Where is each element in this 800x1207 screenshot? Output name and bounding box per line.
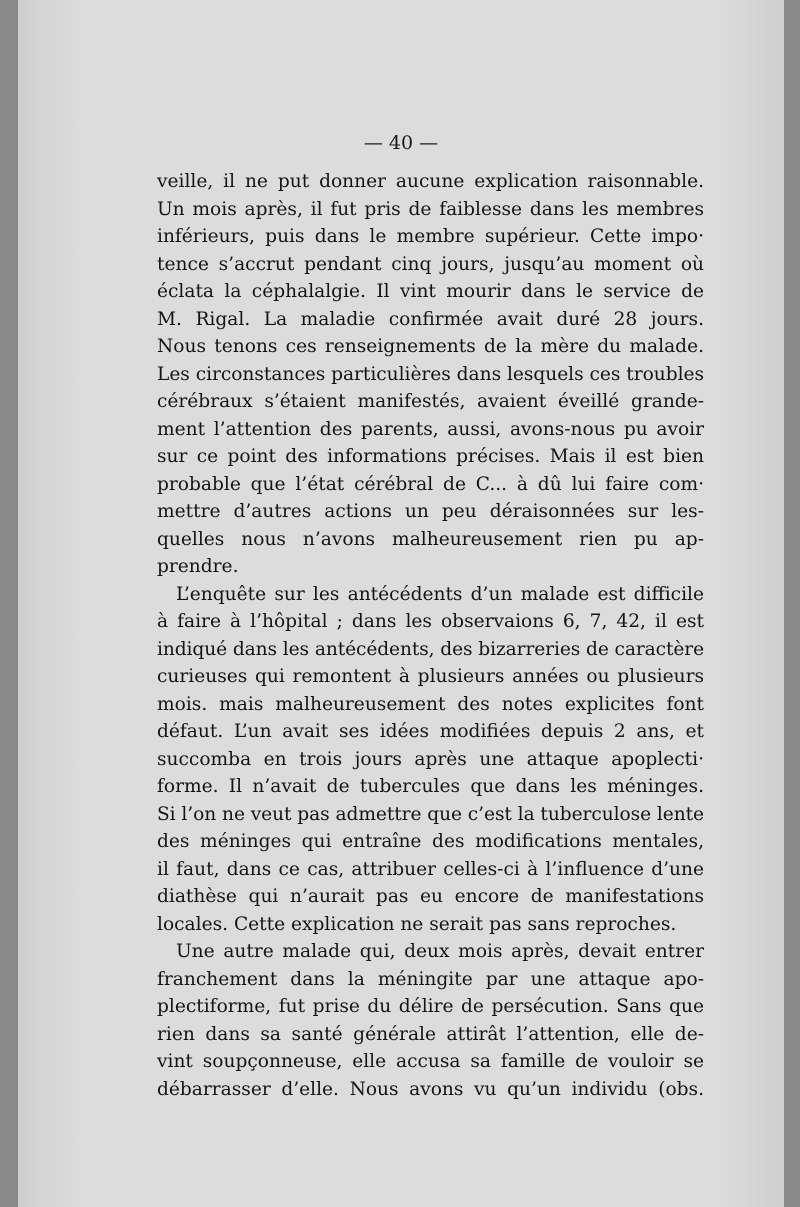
text-line: prendre. (157, 556, 239, 577)
text-line: plectiforme, fut prise du délire de persécution. Sans que (157, 996, 704, 1017)
text-line: probable que l’état cérébral de C... à dû lui faire com· (157, 473, 704, 495)
text-line: Un mois après, il fut pris de faiblesse dans les membres (157, 198, 704, 220)
book-page (18, 0, 784, 1207)
text-line: curieuses qui remontent à plusieurs années ou plusieurs (157, 666, 704, 687)
text-line: mois. mais malheureusement des notes explicites font (157, 693, 704, 715)
text-line: forme. Il n’avait de tubercules que dans les méninges. (157, 776, 704, 797)
text-line: il faut, dans ce cas, attribuer celles-ci à l’influence d’une (157, 858, 704, 880)
text-line: indiqué dans les antécédents, des bizarreries de caractère (157, 638, 704, 660)
text-line: tence s’accrut pendant cinq jours, jusqu’au moment où (157, 253, 704, 275)
text-line: diathèse qui n’aurait pas eu encore de manifestations (157, 886, 704, 907)
text-line: défaut. L’un avait ses idées modifiées depuis 2 ans, et (157, 721, 704, 742)
text-line: vint soupçonneuse, elle accusa sa famille de vouloir se (157, 1051, 704, 1072)
text-line: Si l’on ne veut pas admettre que c’est la tuberculose lente (157, 803, 704, 825)
text-line: débarrasser d’elle. Nous avons vu qu’un individu (obs. (157, 1078, 704, 1100)
text-line: Les circonstances particulières dans lesquels ces troubles (157, 363, 704, 385)
text-line: mettre d’autres actions un peu déraisonnées sur les- (157, 501, 704, 522)
text-line: M. Rigal. La maladie confirmée avait duré 28 jours. (157, 308, 704, 330)
text-line: sur ce point des informations précises. Mais il est bien (157, 446, 704, 467)
text-line: rien dans sa santé générale attirât l’attention, elle de- (157, 1023, 704, 1045)
text-line: Une autre malade qui, deux mois après, devait entrer (176, 941, 704, 962)
text-line: succomba en trois jours après une attaque apoplecti· (157, 748, 704, 770)
text-line: L’enquête sur les antécédents d’un malade est difficile (176, 583, 704, 605)
text-line: locales. Cette explication ne serait pas sans reproches. (157, 913, 677, 935)
text-line: cérébraux s’étaient manifestés, avaient éveillé grande- (157, 391, 704, 412)
body-text (157, 168, 704, 1103)
text-line: à faire à l’hôpital ; dans les observaions 6, 7, 42, il est (157, 611, 704, 632)
text-line: éclata la céphalalgie. Il vint mourir dans le service de (157, 281, 704, 302)
text-line: inférieurs, puis dans le membre supérieur. Cette impo· (157, 226, 704, 247)
text-line: franchement dans la méningite par une attaque apo- (157, 968, 704, 990)
text-line: ment l’attention des parents, aussi, avons-nous pu avoir (157, 418, 704, 440)
text-line: veille, il ne put donner aucune explication raisonnable. (157, 171, 704, 192)
text-line: des méninges qui entraîne des modifications mentales, (157, 831, 704, 852)
text-line: quelles nous n’avons malheureusement rien pu ap- (157, 528, 704, 550)
text-line: Nous tenons ces renseignements de la mère du malade. (157, 336, 704, 357)
page-number: — 40 — (363, 132, 439, 154)
